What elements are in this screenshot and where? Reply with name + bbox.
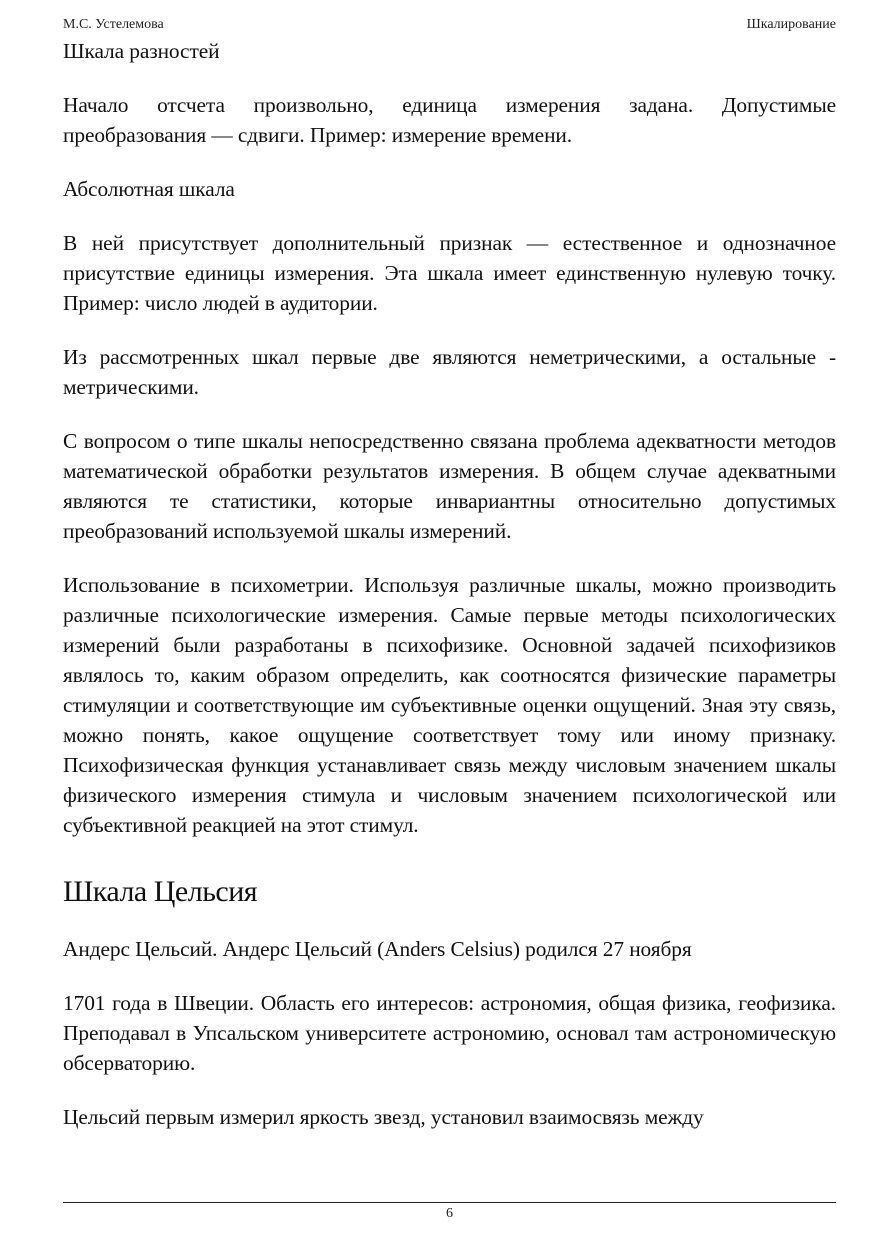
adequacy-paragraph: С вопросом о типе шкалы непосредственно связана проблема адекватности методов математической обработки результатов измерения. В общем случае адекватными являются те статистики, которые инвариантны относительно допустимых преобразований используемой шкалы измерений. xyxy=(63,429,836,543)
celsius-bio: 1701 года в Швеции. Область его интересов: астрономия, общая физика, геофизика. Преподавал в Упсальском университете астрономию, основал там астрономическую обсерваторию. xyxy=(63,991,836,1075)
difference-scale-text: Начало отсчета произвольно, единица измерения задана. Допустимые преобразования — сдвиги. Пример: измерение времени. xyxy=(63,93,836,147)
absolute-scale-text: В ней присутствует дополнительный признак — естественное и однозначное присутствие единицы измерения. Эта шкала имеет единственную нулевую точку. Пример: число людей в аудитории. xyxy=(63,231,836,315)
footer-divider xyxy=(63,1202,836,1203)
page-content xyxy=(63,36,836,1132)
difference-scale-heading: Шкала разностей xyxy=(63,39,220,63)
absolute-scale-heading: Абсолютная шкала xyxy=(63,177,235,201)
psychometrics-paragraph: Использование в психометрии. Используя различные шкалы, можно производить различные психологические измерения. Самые первые методы психологических измерений были разработаны в психофизике. Основной задачей психофизиков являлось то, каким образом определить, как соотносятся физические параметры стимуляции и соответствующие им субъективные оценки ощущений. Зная эту связь, можно понять, какое ощущение соответствует тому или иному признаку. Психофизическая функция устанавливает связь между числовым значением шкалы физического измерения стимула и числовым значением психологической или субъективной реакцией на этот стимул. xyxy=(63,573,836,837)
header-topic: Шкалирование xyxy=(746,17,836,32)
celsius-continuation: Цельсий первым измерил яркость звезд, установил взаимосвязь между xyxy=(63,1105,704,1129)
document-page xyxy=(63,0,836,1241)
header-author: М.С. Устелемова xyxy=(63,17,164,32)
page-number: 6 xyxy=(446,1206,453,1221)
running-header xyxy=(63,17,836,35)
celsius-section-title: Шкала Цельсия xyxy=(63,875,258,908)
celsius-intro: Андерс Цельсий. Андерс Цельсий (Anders Celsius) родился 27 ноября xyxy=(63,937,692,961)
metric-note-paragraph: Из рассмотренных шкал первые две являются неметрическими, а остальные - метрическими. xyxy=(63,345,836,399)
